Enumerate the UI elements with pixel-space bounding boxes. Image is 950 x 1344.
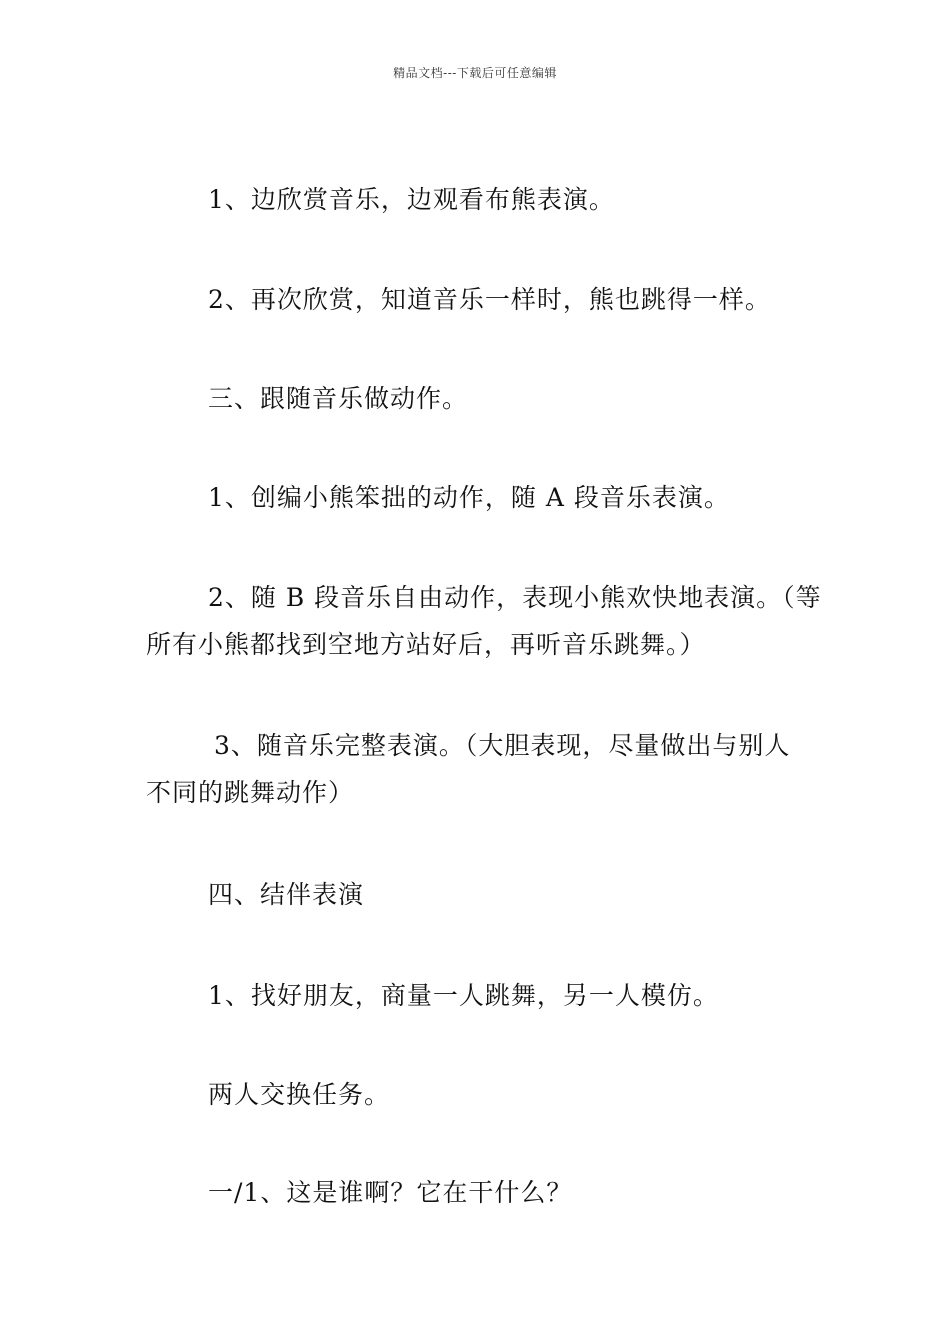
paragraph-line: 3、随音乐完整表演。（大胆表现，尽量做出与别人 <box>214 731 791 760</box>
paragraph-line: 2、随 B 段音乐自由动作，表现小熊欢快地表演。（等 <box>208 583 822 612</box>
paragraph-line: 两人交换任务。 <box>208 1080 391 1109</box>
paragraph-2 <box>146 276 810 323</box>
section-heading-4 <box>146 871 810 918</box>
paragraph-line: 1、创编小熊笨拙的动作，随 A 段音乐表演。 <box>208 483 730 512</box>
paragraph-line: 不同的跳舞动作） <box>146 778 355 807</box>
paragraph-10 <box>146 1169 810 1216</box>
paragraph-line: 所有小熊都找到空地方站好后，再听音乐跳舞。） <box>146 630 706 659</box>
paragraph-line: 四、结伴表演 <box>208 880 365 909</box>
paragraph-line: 一/1、这是谁啊？它在干什么？ <box>208 1178 573 1207</box>
paragraph-5 <box>146 574 822 668</box>
paragraph-1 <box>146 176 810 223</box>
paragraph-line: 三、跟随音乐做动作。 <box>208 384 469 413</box>
paragraph-6 <box>146 722 810 816</box>
page-header: 精品文档---下载后可任意编辑 <box>393 66 557 80</box>
paragraph-8 <box>146 972 810 1019</box>
paragraph-4 <box>146 474 810 521</box>
section-heading-3 <box>146 375 810 422</box>
paragraph-line: 1、找好朋友，商量一人跳舞，另一人模仿。 <box>208 981 719 1010</box>
paragraph-9 <box>146 1071 810 1118</box>
paragraph-line: 2、再次欣赏，知道音乐一样时，熊也跳得一样。 <box>208 285 771 314</box>
paragraph-line: 1、边欣赏音乐，边观看布熊表演。 <box>208 185 615 214</box>
